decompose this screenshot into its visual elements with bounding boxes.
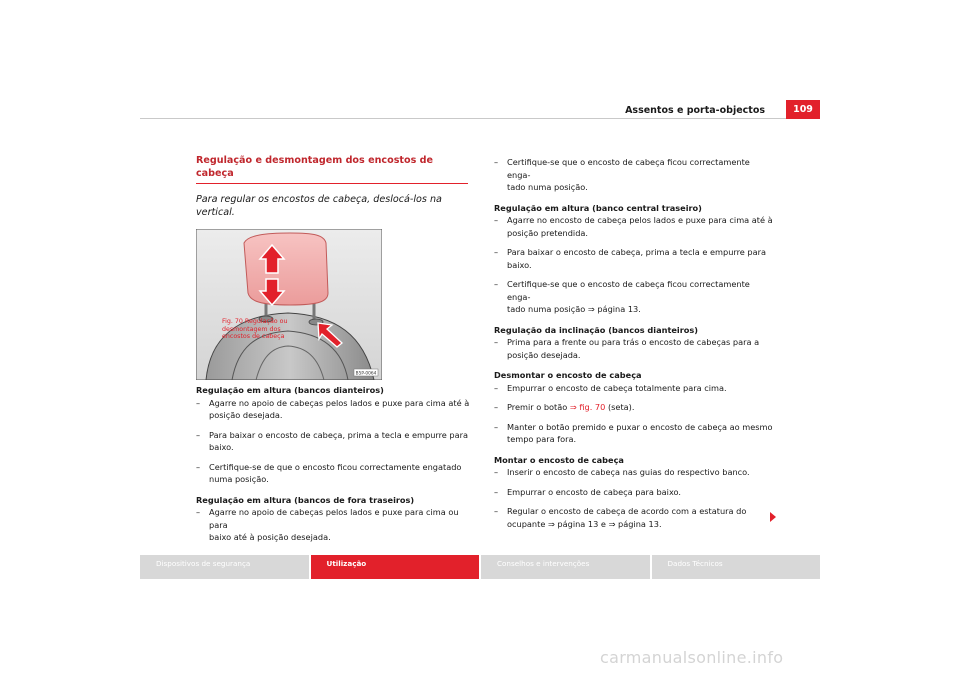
running-title: Assentos e porta-objectos — [625, 105, 765, 116]
list-item: – Empurrar o encosto de cabeça totalmente para cima. — [494, 382, 727, 393]
list-item: – Agarre no apoio de cabeças pelos lados e puxe para cima ou para baixo até à posição desejada. — [196, 507, 459, 542]
subhead-height-front: Regulação em altura (bancos dianteiros) — [196, 385, 384, 395]
fig-70-link[interactable]: ⇒ fig. 70 — [569, 402, 606, 412]
subhead-install: Montar o encosto de cabeça — [494, 454, 624, 465]
tab-conselhos-intervencoes[interactable]: Conselhos e intervenções — [481, 555, 650, 579]
section-intro: Para regular os encostos de cabeça, deslocá-los na vertical. — [196, 194, 442, 218]
list-item: – Prima para a frente ou para trás o encosto de cabeças para a posição desejada. — [494, 337, 760, 360]
left-column — [196, 155, 471, 544]
section-title: Regulação e desmontagem dos encostos de cabeça — [196, 155, 468, 184]
tab-dispositivos-seguranca[interactable]: Dispositivos de segurança — [140, 555, 309, 579]
page-number: 109 — [786, 100, 820, 119]
subhead-tilt-front: Regulação da inclinação (bancos dianteiros) — [494, 324, 699, 335]
tab-dados-tecnicos[interactable]: Dados Técnicos — [652, 555, 821, 579]
figure-code: B5P-0064 — [355, 371, 377, 377]
right-column — [494, 156, 774, 530]
watermark: carmanualsonline.info — [600, 648, 784, 667]
subhead-remove: Desmontar o encosto de cabeça — [494, 370, 642, 380]
subhead-height-rear-center: Regulação em altura (banco central traseiro) — [494, 202, 702, 213]
figure-caption: Fig. 70 Regulação ou desmontagem dos encostos de cabeça — [222, 318, 288, 341]
list-item: – Certifique-se que o encosto de cabeça ficou correctamente enga- tado numa posição ⇒ página 13. — [494, 279, 750, 314]
list-item: – Empurrar o encosto de cabeça para baixo. — [494, 486, 682, 497]
list-item: – Premir o botão ⇒ fig. 70 (seta). — [494, 402, 635, 412]
figure-headrest — [196, 229, 382, 380]
list-item: – Para baixar o encosto de cabeça, prima a tecla e empurre para baixo. — [196, 429, 469, 452]
list-item: – Manter o botão premido e puxar o encosto de cabeça ao mesmo tempo para fora. — [494, 421, 773, 444]
subhead-height-rear-outer: Regulação em altura (bancos de fora traseiros) — [196, 494, 415, 505]
list-item: – Regular o encosto de cabeça de acordo com a estatura do ocupante ⇒ página 13 e ⇒ página 13. — [494, 506, 747, 529]
header-rule — [140, 118, 820, 119]
list-item: – Inserir o encosto de cabeça nas guias do respectivo banco. — [494, 467, 750, 477]
list-item: – Certifique-se de que o encosto ficou correctamente engatado numa posição. — [196, 461, 462, 484]
list-item: – Certifique-se que o encosto de cabeça ficou correctamente enga- tado numa posição. — [494, 157, 750, 192]
list-item: – Agarre no apoio de cabeças pelos lados e puxe para cima até à posição desejada. — [196, 397, 470, 420]
footer-nav — [140, 555, 820, 579]
tab-utilizacao[interactable]: Utilização — [311, 555, 480, 579]
list-item: – Agarre no encosto de cabeça pelos lados e puxe para cima até à posição pretendida. — [494, 215, 773, 238]
list-item: – Para baixar o encosto de cabeça, prima a tecla e empurre para baixo. — [494, 247, 767, 270]
continue-arrow-icon — [770, 512, 776, 522]
headrest-illustration — [196, 229, 382, 380]
